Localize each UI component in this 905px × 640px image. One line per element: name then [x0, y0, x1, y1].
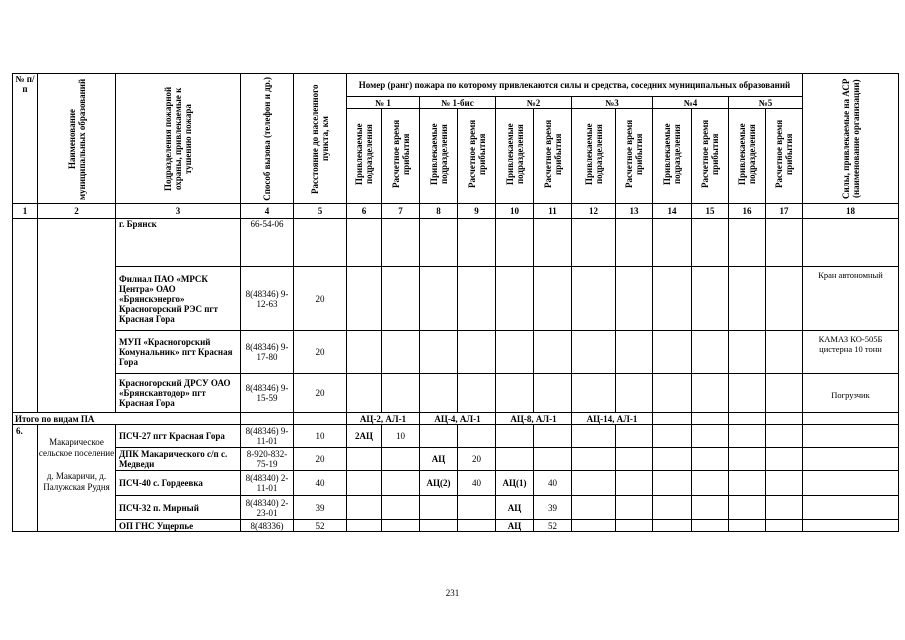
column-number: 2: [38, 204, 116, 219]
distance: 39: [294, 496, 347, 520]
column-number: 16: [729, 204, 766, 219]
unit-name: ПСЧ-40 с. Гордеевка: [116, 471, 241, 496]
asr-forces: Погрузчик: [803, 374, 899, 413]
rank1-units: 2АЦ: [347, 425, 382, 448]
call-phone: 8(48346) 9-15-59: [241, 374, 294, 413]
header-sub-time: Расчетное время прибытия: [616, 109, 653, 204]
table-row: [13, 471, 899, 496]
rank2-time: 52: [534, 520, 572, 532]
unit-name: г. Брянск: [116, 219, 241, 267]
unit-name: Филиал ПАО «МРСК Центра» ОАО «Брянскэнерго» Красногорский РЭС пгт Красная Гора: [116, 267, 241, 331]
column-number: 9: [458, 204, 496, 219]
section-number: 6.: [13, 425, 38, 532]
unit-name: ПСЧ-27 пгт Красная Гора: [116, 425, 241, 448]
header-sub-time: Расчетное время прибытия: [458, 109, 496, 204]
rank1bis-units: [420, 520, 458, 532]
distance: 20: [294, 331, 347, 374]
header-sub-time: Расчетное время прибытия: [692, 109, 729, 204]
unit-name: МУП «Красногорский Комунальник» пгт Красная Гора: [116, 331, 241, 374]
asr-forces: Кран автономный: [803, 267, 899, 331]
distance: 20: [294, 448, 347, 471]
rank1-time: 10: [382, 425, 420, 448]
table-row: [13, 219, 899, 267]
rank2-time: [534, 448, 572, 471]
rank1-time: [382, 520, 420, 532]
rank2-time: 40: [534, 471, 572, 496]
rank2-units: АЦ(1): [496, 471, 534, 496]
distance: [294, 219, 347, 267]
rank2-units: АЦ: [496, 520, 534, 532]
header-sub-units: Привлекаемые подразделения: [420, 109, 458, 204]
unit-name: ПСЧ-32 п. Мирный: [116, 496, 241, 520]
municipality-villages: д. Макаричи, д. Палужская Рудня: [43, 471, 110, 492]
column-number: 1: [13, 204, 38, 219]
page-number: 231: [445, 588, 460, 598]
column-number: 15: [692, 204, 729, 219]
distance: 40: [294, 471, 347, 496]
header-sub-units: Привлекаемые подразделения: [729, 109, 766, 204]
header-col-distance: Расстояние до населенного пункта, км: [294, 74, 347, 204]
column-number: 18: [803, 204, 899, 219]
rank1bis-time: [458, 425, 496, 448]
rank1-units: [347, 496, 382, 520]
column-number: 10: [496, 204, 534, 219]
unit-name: Красногорский ДРСУ ОАО «Брянскавтодор» пгт Красная Гора: [116, 374, 241, 413]
call-phone: 8(48336): [241, 520, 294, 532]
table-row: [13, 374, 899, 413]
municipality-cell: [38, 425, 116, 532]
header-rank-4: №4: [653, 97, 729, 109]
header-sub-units: Привлекаемые подразделения: [496, 109, 534, 204]
header-rank-2: №2: [496, 97, 572, 109]
rank1bis-time: [458, 520, 496, 532]
total-rank-1bis: АЦ-4, АЛ-1: [420, 413, 496, 425]
rank2-units: АЦ: [496, 496, 534, 520]
rank1bis-units: [420, 425, 458, 448]
header-sub-units: Привлекаемые подразделения: [347, 109, 382, 204]
asr-forces: [803, 219, 899, 267]
header-rank-group: Номер (ранг) пожара по которому привлекаются силы и средства, соседних муниципальных образований: [347, 74, 803, 97]
rank1-units: [347, 471, 382, 496]
column-number: 4: [241, 204, 294, 219]
cell-empty: [13, 219, 38, 413]
column-number: 11: [534, 204, 572, 219]
fire-forces-table: [12, 73, 899, 532]
distance: 20: [294, 267, 347, 331]
column-number: 12: [572, 204, 616, 219]
asr-forces: КАМАЗ КО-505Б цистерна 10 тонн: [803, 331, 899, 374]
distance: 52: [294, 520, 347, 532]
table-row: [13, 496, 899, 520]
total-rank-2: АЦ-8, АЛ-1: [496, 413, 572, 425]
rank1-units: [347, 520, 382, 532]
rank1bis-time: [458, 496, 496, 520]
call-phone: 66-54-06: [241, 219, 294, 267]
total-rank-1: АЦ-2, АЛ-1: [347, 413, 420, 425]
header-sub-time: Расчетное время прибытия: [766, 109, 803, 204]
rank2-units: [496, 448, 534, 471]
header-col-number: № п/п: [13, 74, 38, 204]
rank1bis-units: АЦ: [420, 448, 458, 471]
unit-name: ОП ГНС Ущерпье: [116, 520, 241, 532]
table-row: [13, 448, 899, 471]
document-page: [12, 73, 899, 532]
rank1-time: [382, 471, 420, 496]
header-col-asr: Силы, привлекаемые на АСР (наименование организации): [803, 74, 899, 204]
table-row: [13, 267, 899, 331]
header-rank-3: №3: [572, 97, 653, 109]
header-rank-1bis: № 1-бис: [420, 97, 496, 109]
header-sub-units: Привлекаемые подразделения: [653, 109, 692, 204]
header-sub-units: Привлекаемые подразделения: [572, 109, 616, 204]
column-number: 3: [116, 204, 241, 219]
municipality-name: Макарическое сельское поселение: [38, 437, 115, 458]
rank1-units: [347, 448, 382, 471]
table-row: [13, 520, 899, 532]
rank2-time: [534, 425, 572, 448]
distance: 10: [294, 425, 347, 448]
header-sub-time: Расчетное время прибытия: [382, 109, 420, 204]
call-phone: 8(48340) 2-23-01: [241, 496, 294, 520]
column-number: 17: [766, 204, 803, 219]
rank2-time: 39: [534, 496, 572, 520]
rank1bis-time: 40: [458, 471, 496, 496]
column-number: 8: [420, 204, 458, 219]
column-number: 14: [653, 204, 692, 219]
distance: 20: [294, 374, 347, 413]
column-number: 13: [616, 204, 653, 219]
call-phone: 8(48340) 2-11-01: [241, 471, 294, 496]
call-phone: 8-920-832-75-19: [241, 448, 294, 471]
call-phone: 8(48346) 9-12-63: [241, 267, 294, 331]
total-row: [13, 413, 899, 425]
rank1bis-time: 20: [458, 448, 496, 471]
rank1bis-units: АЦ(2): [420, 471, 458, 496]
header-col-call-method: Способ вызова (телефон и др.): [241, 74, 294, 204]
table-row: [13, 331, 899, 374]
header-rank-5: №5: [729, 97, 803, 109]
total-label: Итого по видам ПА: [13, 413, 241, 425]
unit-name: ДПК Макарического с/п с. Медведи: [116, 448, 241, 471]
column-number: 6: [347, 204, 382, 219]
cell-empty: [38, 219, 116, 413]
column-number-row: [13, 204, 899, 219]
rank1-time: [382, 448, 420, 471]
column-number: 7: [382, 204, 420, 219]
header-col-municipality: Наименование муниципальных образований: [38, 74, 116, 204]
call-phone: 8(48346) 9-17-80: [241, 331, 294, 374]
rank2-units: [496, 425, 534, 448]
total-rank-3: АЦ-14, АЛ-1: [572, 413, 653, 425]
rank1bis-units: [420, 496, 458, 520]
call-phone: 8(48346) 9-11-01: [241, 425, 294, 448]
table-row: [13, 425, 899, 448]
rank1-time: [382, 496, 420, 520]
header-col-units: Подразделения пожарной охраны, привлекаемые к тушению пожара: [116, 74, 241, 204]
column-number: 5: [294, 204, 347, 219]
header-rank-1: № 1: [347, 97, 420, 109]
header-sub-time: Расчетное время прибытия: [534, 109, 572, 204]
